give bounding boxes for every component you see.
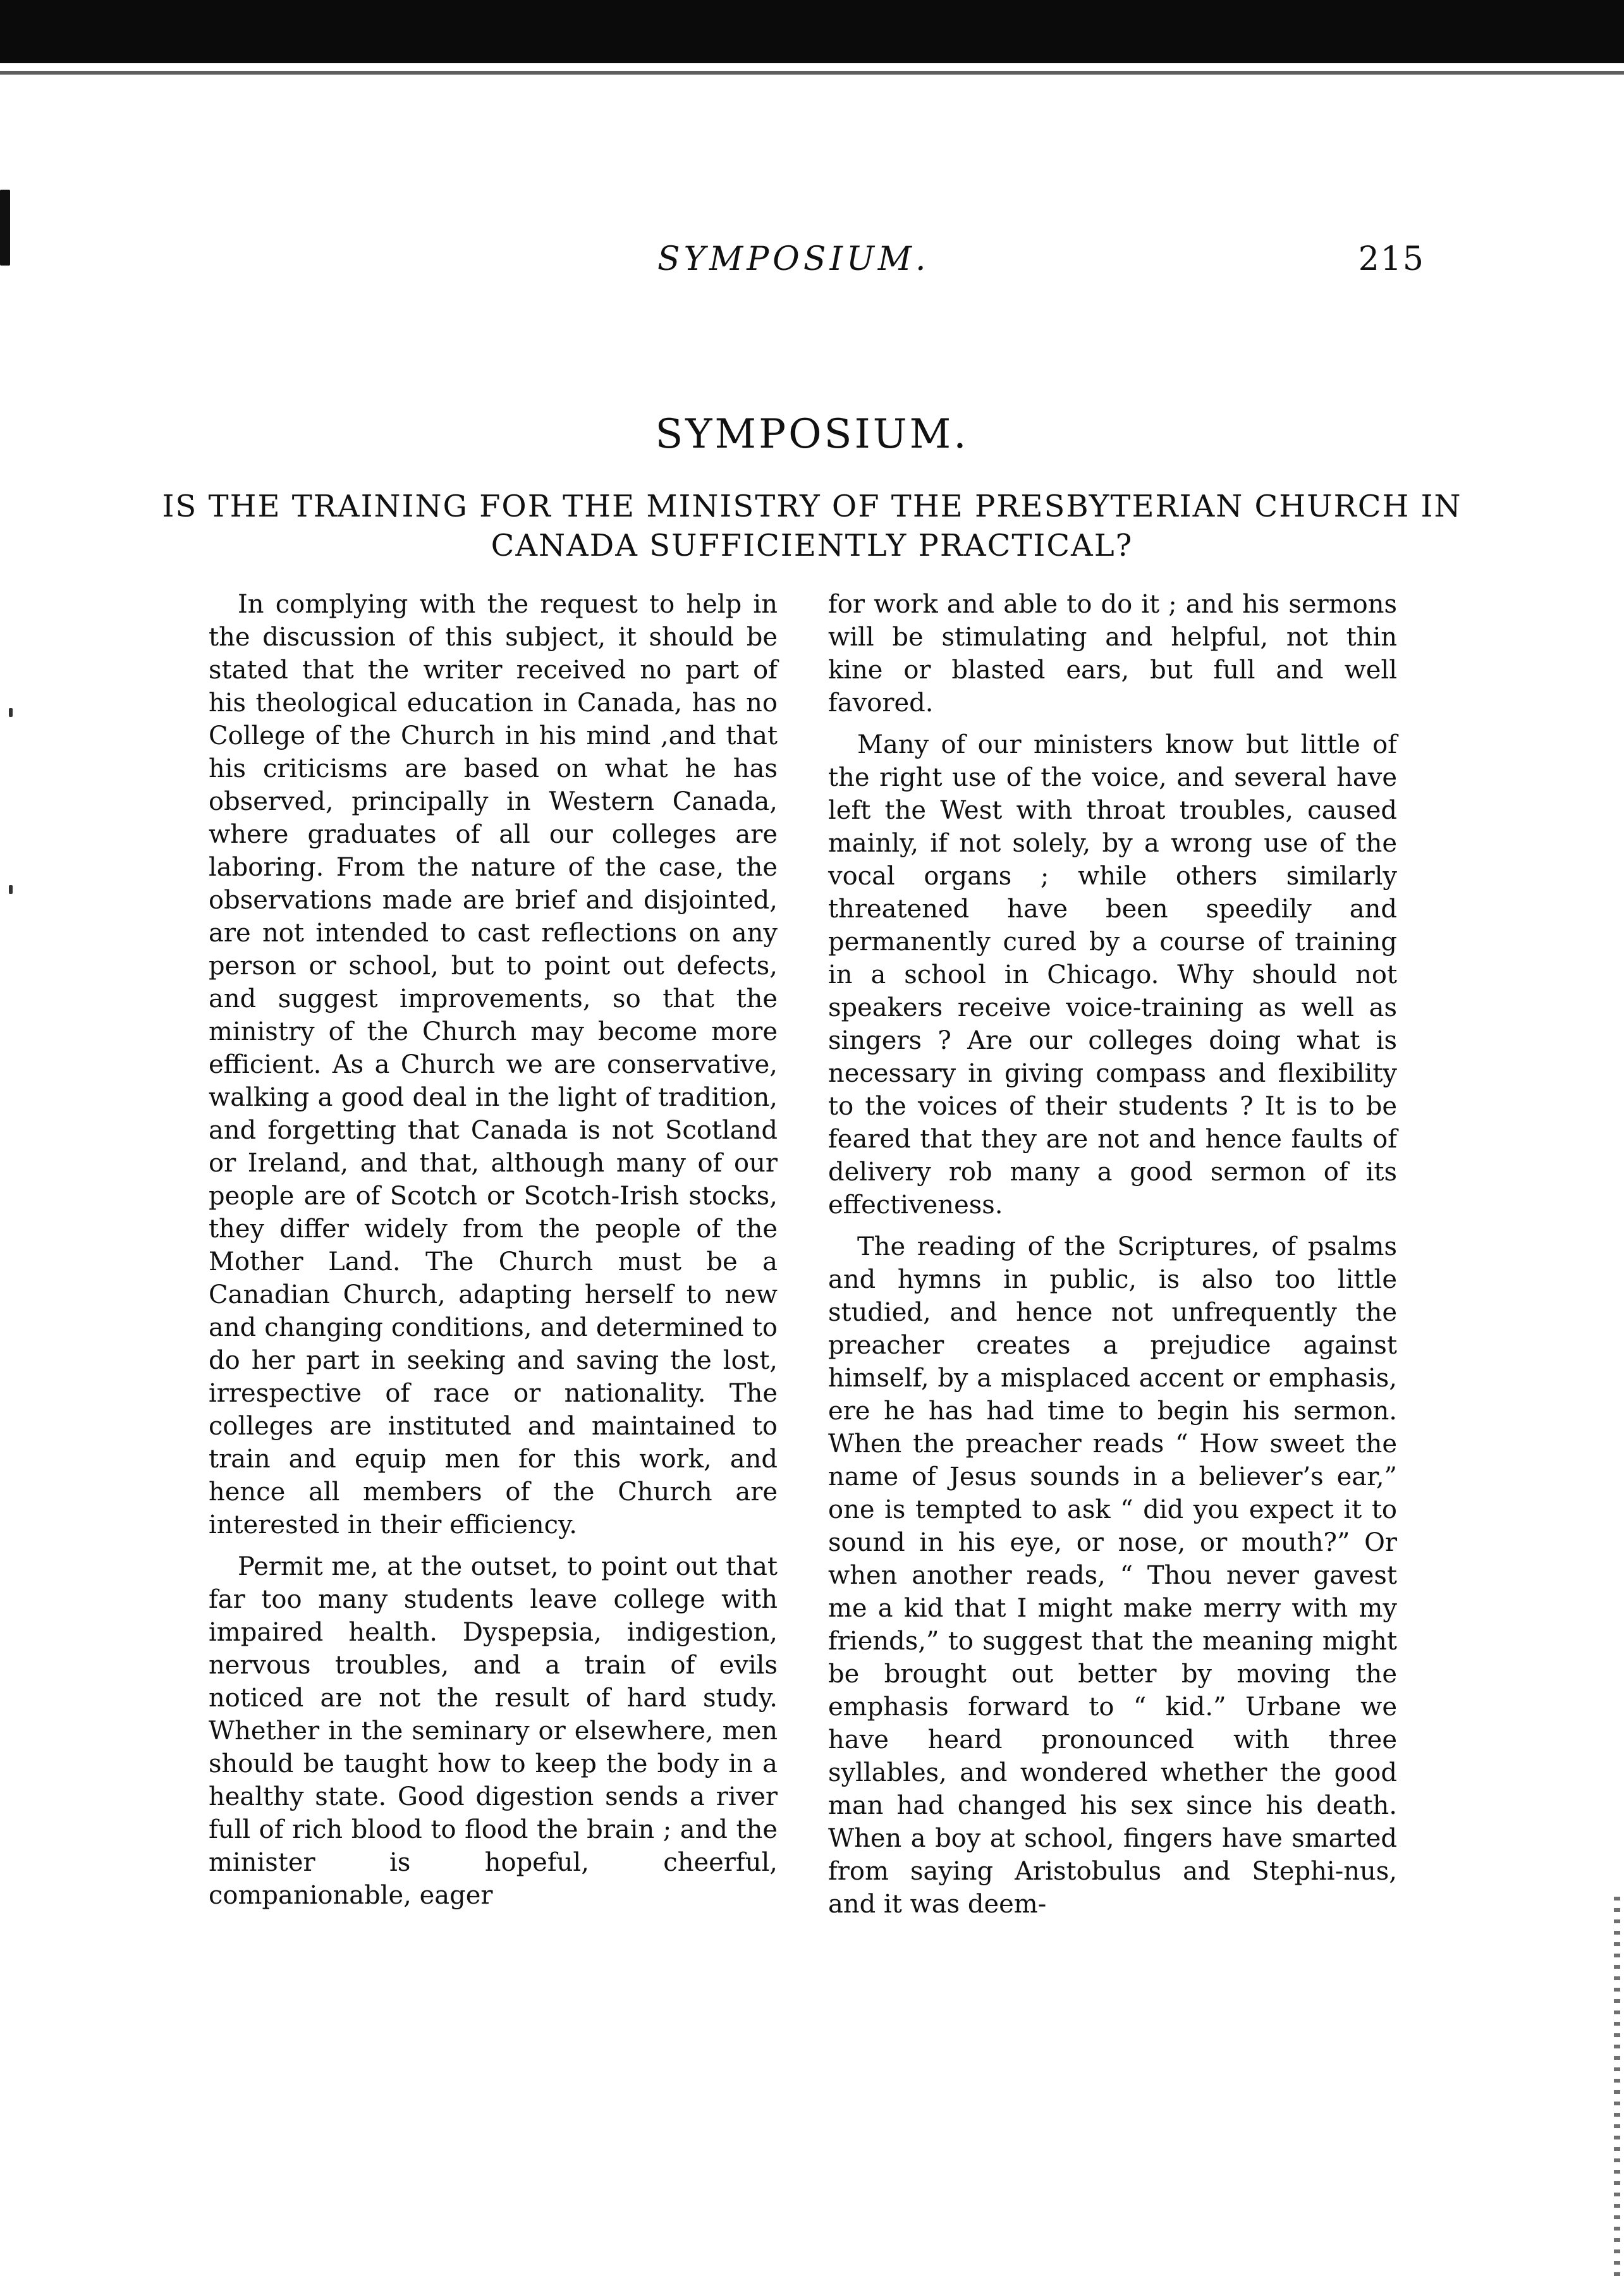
- left-margin-tick: [9, 885, 13, 894]
- left-margin-mark: [0, 190, 10, 266]
- subtitle: [0, 487, 1624, 565]
- left-margin-tick: [9, 708, 13, 717]
- page-title: SYMPOSIUM.: [655, 411, 969, 458]
- page-number: 215: [1358, 240, 1425, 278]
- scan-top-rule: [0, 71, 1624, 75]
- paragraph: In complying with the request to help in the discussion of this subject, it should be stated that the writer received no part of his theological education in Canada, has no College of the Church in his mind ,and that his criticisms are based on what he has observed, principally in Western Canada, where graduates of all our colleges are laboring. From the nature of the case, the observations made are brief and disjointed, are not intended to cast reflections on any person or school, but to point out defects, and suggest improvements, so that the ministry of the Church may become more efficient. As a Church we are conservative, walking a good deal in the light of tradition, and forgetting that Canada is not Scotland or Ireland, and that, although many of our people are of Scotch or Scotch-Irish stocks, they differ widely from the people of the Mother Land. The Church must be a Canadian Church, adapting herself to new and changing conditions, and determined to do her part in seeking and saving the lost, irrespective of race or nationality. The colleges are instituted and maintained to train and equip men for this work, and hence all members of the Church are interested in their efficiency.: [209, 590, 778, 1539]
- two-column-text: [209, 588, 1397, 2232]
- subtitle-line-2: CANADA SUFFICIENTLY PRACTICAL?: [491, 528, 1133, 563]
- left-column: [209, 588, 778, 2232]
- right-margin-noise: [1614, 1897, 1620, 2276]
- paragraph: Permit me, at the outset, to point out that far too many students leave college with impaired health. Dyspepsia, indigestion, nervous troubles, and a train of evils noticed are not the result of hard study. Whether in the seminary or elsewhere, men should be taught how to keep the body in a healthy state. Good digestion sends a river full of rich blood to flood the brain ; and the minister is hopeful, cheerful, companionable, eager: [209, 1552, 778, 1910]
- subtitle-line-1: IS THE TRAINING FOR THE MINISTRY OF THE PRESBYTERIAN CHURCH IN: [162, 489, 1462, 524]
- right-column: [828, 588, 1397, 2232]
- paragraph: for work and able to do it ; and his sermons will be stimulating and helpful, not thin kine or blasted ears, but full and well favored.: [828, 590, 1397, 718]
- running-head: SYMPOSIUM.: [657, 240, 930, 278]
- paragraph: Many of our ministers know but little of the right use of the voice, and several have left the West with throat troubles, caused mainly, if not solely, by a wrong use of the vocal organs ; while others similarly threatened have been speedily and permanently cured by a course of training in a school in Chicago. Why should not speakers receive voice-training as well as singers ? Are our colleges doing what is necessary in giving compass and flexibility to the voices of their students ? It is to be feared that they are not and hence faults of delivery rob many a good sermon of its effectiveness.: [828, 730, 1397, 1220]
- scan-top-band: [0, 0, 1624, 63]
- paragraph: The reading of the Scriptures, of psalms and hymns in public, is also too little studied, and hence not unfrequently the preacher creates a prejudice against himself, by a misplaced accent or emphasis, ere he has had time to begin his sermon. When the preacher reads “ How sweet the name of Jesus sounds in a believer’s ear,” one is tempted to ask “ did you expect it to sound in his eye, or nose, or mouth?” Or when another reads, “ Thou never gavest me a kid that I might make merry with my friends,” to suggest that the meaning might be brought out better by moving the emphasis forward to “ kid.” Urbane we have heard pronounced with three syllables, and wondered whether the good man had changed his sex since his death. When a boy at school, fingers have smarted from saying Aristobulus and Stephi-nus, and it was deem-: [828, 1232, 1397, 1919]
